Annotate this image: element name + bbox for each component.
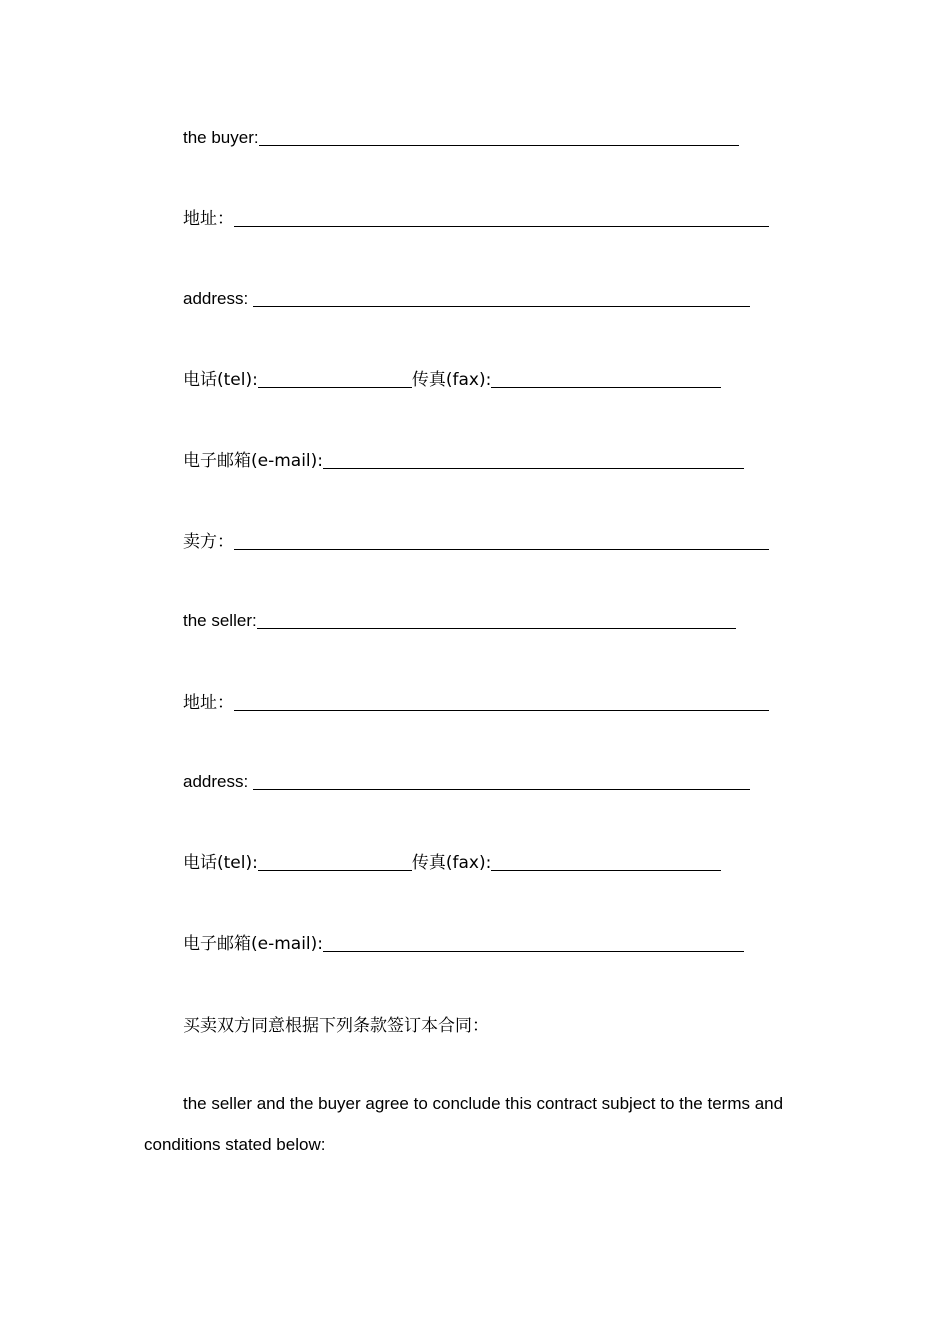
buyer-name-line [183,127,739,149]
buyer-tel-fax-line [183,369,721,391]
buyer-address-en-blank[interactable] [253,290,750,307]
buyer-address-en-line [183,288,750,310]
buyer-tel-label: 电话(tel): [183,370,258,390]
seller-name-cn-line [183,531,769,553]
seller-address-en-blank[interactable] [253,773,750,790]
seller-address-cn-blank[interactable] [234,694,769,711]
buyer-address-cn-blank[interactable] [234,210,769,227]
buyer-name-label: the buyer: [183,128,259,147]
seller-address-en-line [183,771,750,793]
buyer-tel-blank[interactable] [258,371,412,388]
seller-name-cn-label: 卖方： [183,532,234,552]
buyer-fax-label: 传真(fax): [411,370,492,390]
seller-email-label: 电子邮箱(e-mail): [183,934,324,954]
agreement-en: the seller and the buyer agree to conclude this contract subject to the terms and conditions stated below: [144,1094,784,1154]
agreement-cn: 买卖双方同意根据下列条款签订本合同： [183,1016,489,1036]
buyer-address-en-label: address: [183,289,253,308]
buyer-email-label: 电子邮箱(e-mail): [183,451,324,471]
buyer-email-blank[interactable] [323,452,744,469]
seller-tel-label: 电话(tel): [183,853,258,873]
seller-email-blank[interactable] [323,935,744,952]
seller-fax-label: 传真(fax): [411,853,492,873]
buyer-name-blank[interactable] [259,129,739,146]
seller-email-line [183,933,744,955]
buyer-email-line [183,450,744,472]
seller-tel-blank[interactable] [258,854,412,871]
seller-tel-fax-line [183,852,721,874]
buyer-address-cn-line [183,208,769,230]
seller-name-label: the seller: [183,611,257,630]
buyer-address-cn-label: 地址： [183,209,234,229]
seller-name-line [183,610,736,632]
seller-name-cn-blank[interactable] [234,533,769,550]
buyer-fax-blank[interactable] [491,371,721,388]
seller-address-cn-label: 地址： [183,693,234,713]
seller-name-blank[interactable] [257,612,736,629]
seller-fax-blank[interactable] [491,854,721,871]
seller-address-cn-line [183,692,769,714]
seller-address-en-label: address: [183,772,253,791]
